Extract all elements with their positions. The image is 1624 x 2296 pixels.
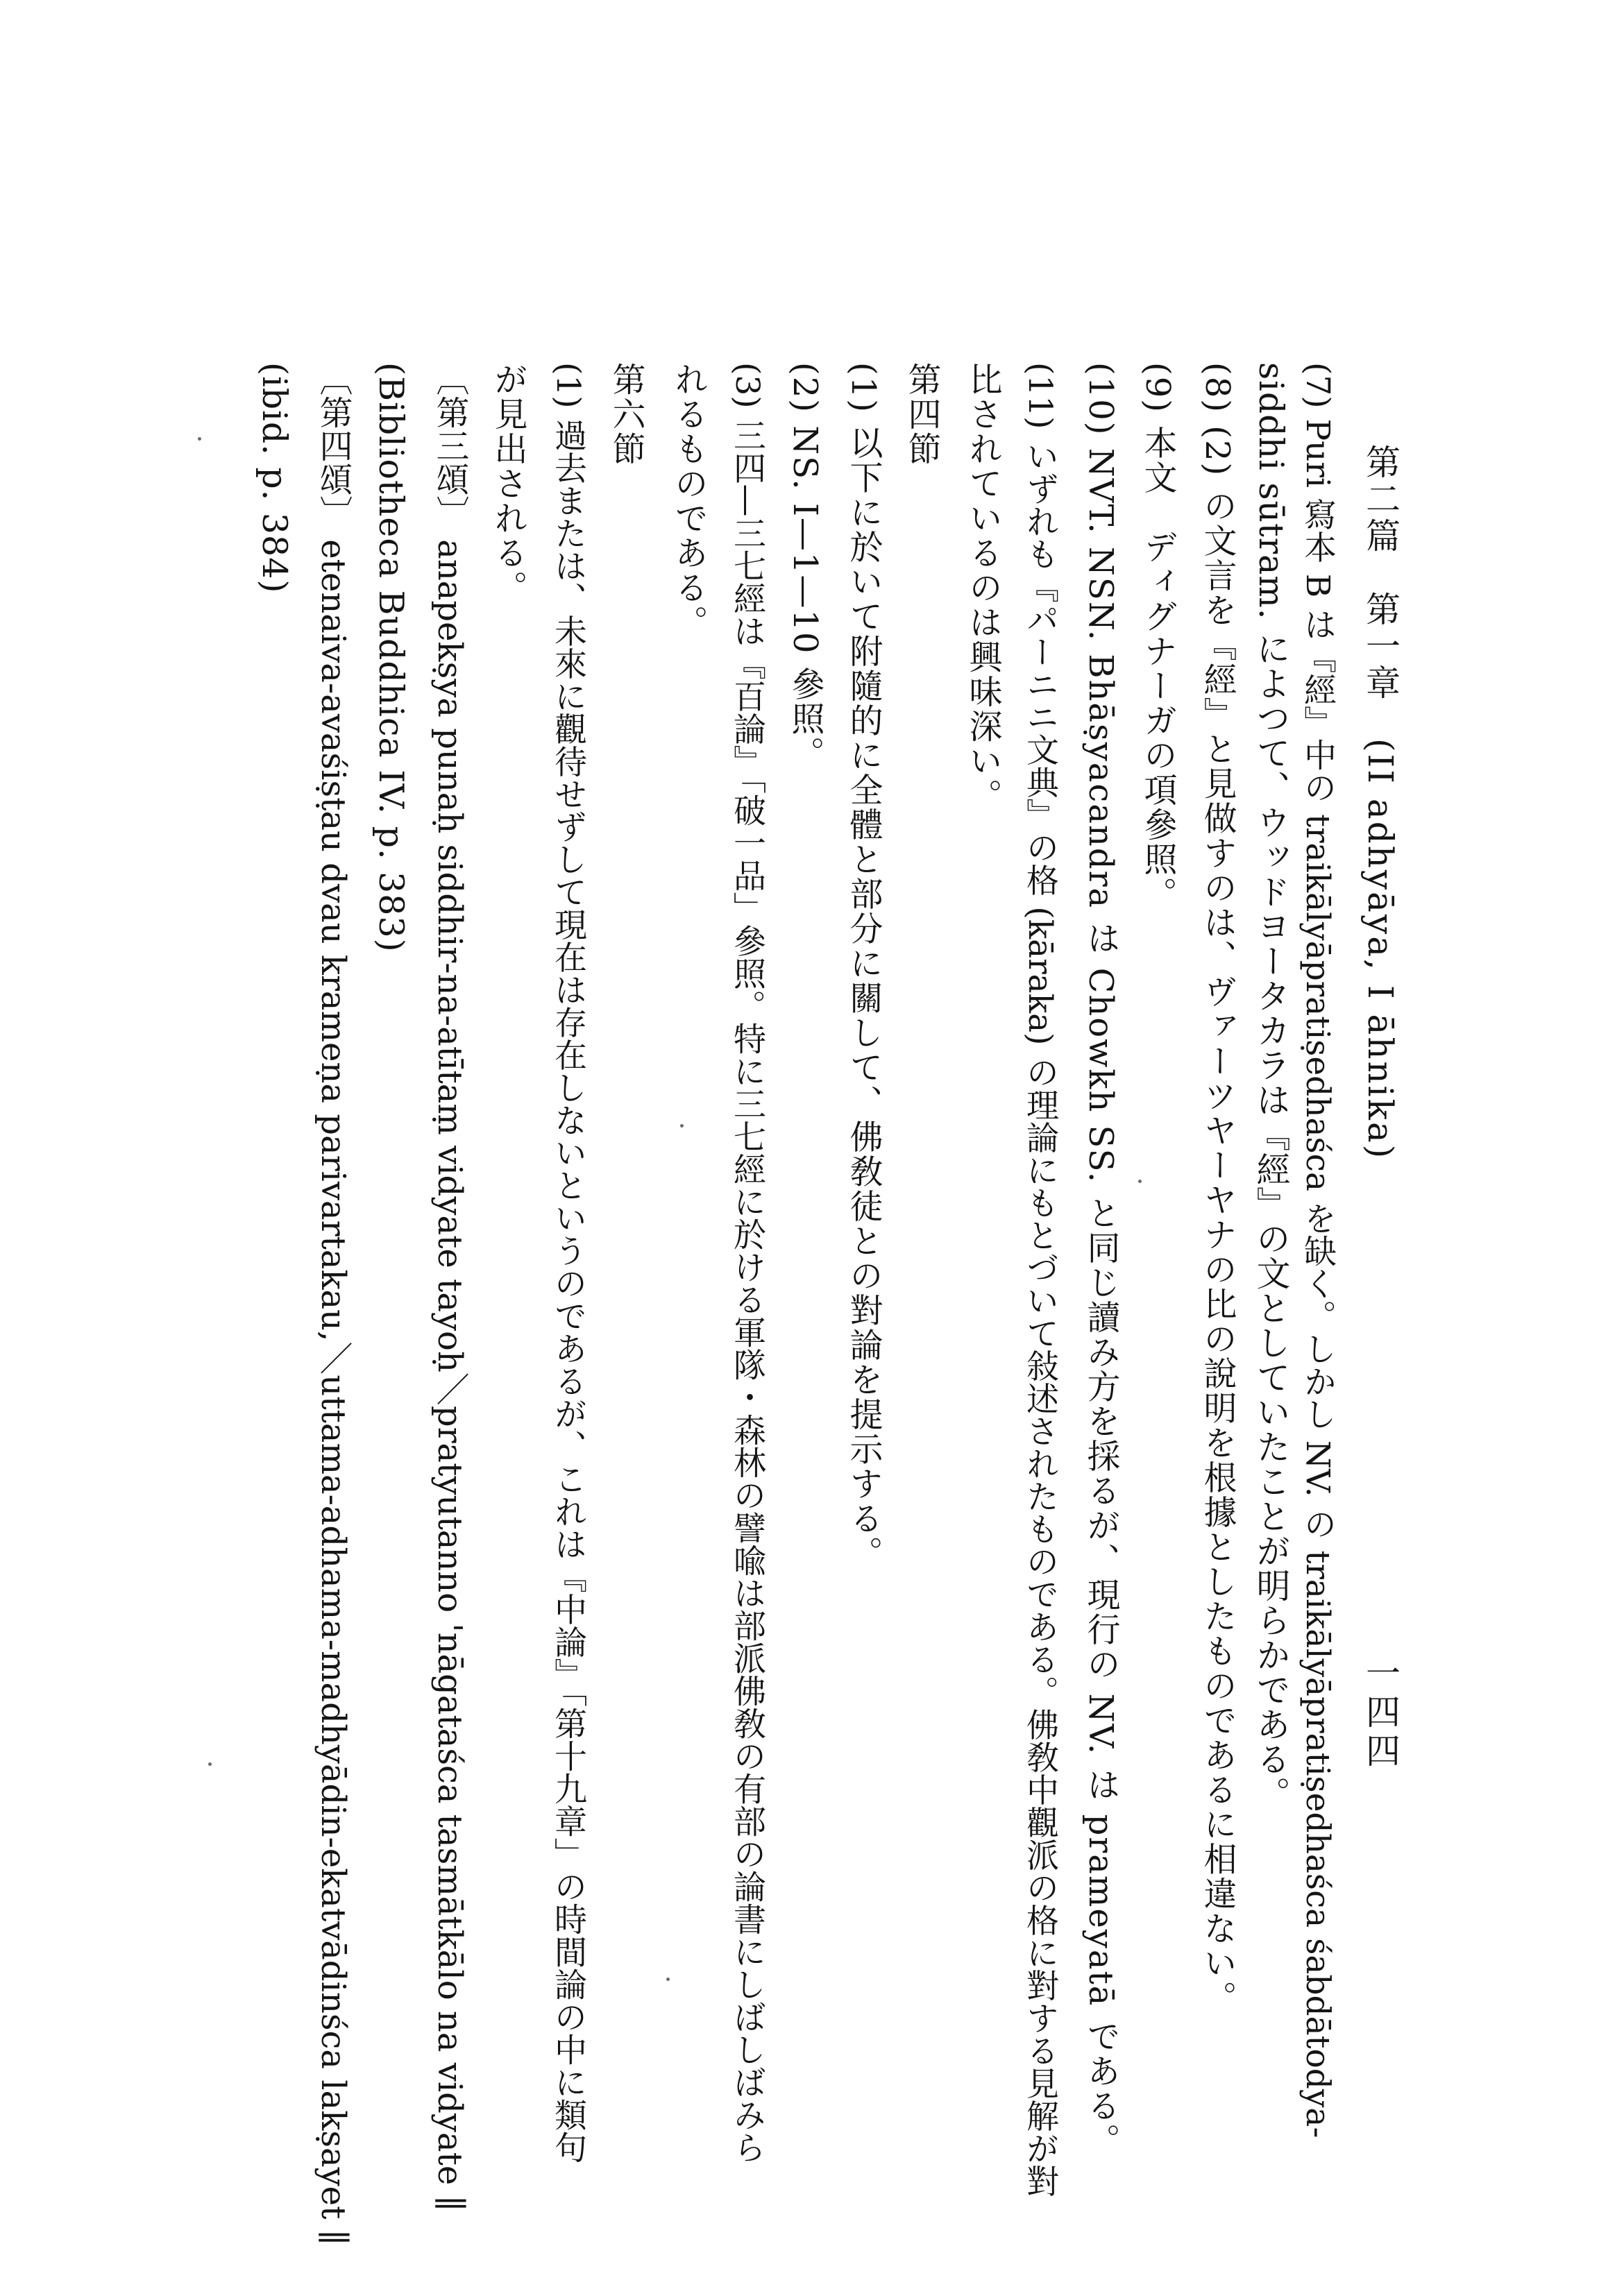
scan-speck bbox=[198, 437, 201, 441]
note-11: (11) いずれも『パーニニ文典』の格 (kāraka) の理論にもとづいて敍述されたものである。佛敎中觀派の格に對する見解が對 bbox=[1021, 362, 1059, 2197]
note-7-continued: siddhi sūtram. によつて、ウッドヨータカラは『經』の文としていたことが明らかである。 bbox=[1251, 362, 1291, 1812]
note-8: (8) (2) の文言を『經』と見做すのは、ヴァーツヤーヤナの比の說明を根據としたものであるに相違ない。 bbox=[1198, 362, 1237, 2016]
note-7: (7) Puri 寫本 B は『經』中の traikālyāpratiṣedhaśca を缺く。しかし NV. の traikālyāpratiṣedhaśca śabdātodya- bbox=[1299, 362, 1337, 2138]
sec6-note-1-continued: が見出される。 bbox=[489, 362, 527, 605]
verse-4: 〔第四頌〕 etenaiva-avaśiṣṭau dvau krameṇa parivartakau,／uttama-adhama-madhyādin-ekatvādinśca lakṣayet ∥ bbox=[314, 362, 353, 2245]
sec6-note-1: (1) 過去または、未來に觀待せずして現在は存在しないというのであるが、これは『中論』「第十九章」の時間論の中に類句 bbox=[549, 362, 587, 2164]
verse-3: 〔第三頌〕 anapekṣya punaḥ siddhir-na-atītaṃ vidyate tayoḥ／pratyutanno 'nāgataśca tasmātkālo na vidyate ∥ bbox=[430, 362, 469, 2211]
scan-speck bbox=[666, 1978, 670, 1981]
verse-3-reference: (Bibliotheca Buddhica IV. p. 383) bbox=[371, 362, 411, 953]
sec4-note-2: (2) NS. I—1—10 參照。 bbox=[786, 362, 824, 771]
running-header: 第二篇 第一章 (II adhyāya, I āhnika) bbox=[1360, 444, 1401, 1161]
note-9: (9) 本文 ディグナーガの項參照。 bbox=[1138, 362, 1177, 912]
sec4-note-1: (1) 以下に於いて附隨的に全體と部分に關して、佛敎徒との對論を提示する。 bbox=[844, 362, 883, 1571]
note-11-continued: 比されているのは興味深い。 bbox=[963, 362, 1002, 813]
scan-speck bbox=[1138, 1180, 1142, 1183]
section-heading-4: 第四節 bbox=[902, 362, 941, 466]
page-number: 一四四 bbox=[1360, 1655, 1401, 1771]
sec4-note-3-continued: れるものである。 bbox=[669, 362, 708, 640]
scan-speck bbox=[680, 1124, 684, 1128]
sec4-note-3: (3) 三四—三七經は『百論』「破一品」參照。特に三七經に於ける軍隊・森林の譬喩は部派佛敎の有部の論書にしばしばみら bbox=[728, 362, 766, 2164]
section-heading-6: 第六節 bbox=[607, 362, 645, 466]
scan-speck bbox=[208, 1762, 212, 1766]
verse-4-reference: (ibid. p. 384) bbox=[255, 362, 294, 594]
note-10: (10) NVT. NSN. Bhāṣyacandra は Chowkh SS. と同じ讀み方を採るが、現行の NV. は prameyatā である。 bbox=[1081, 362, 1120, 2158]
